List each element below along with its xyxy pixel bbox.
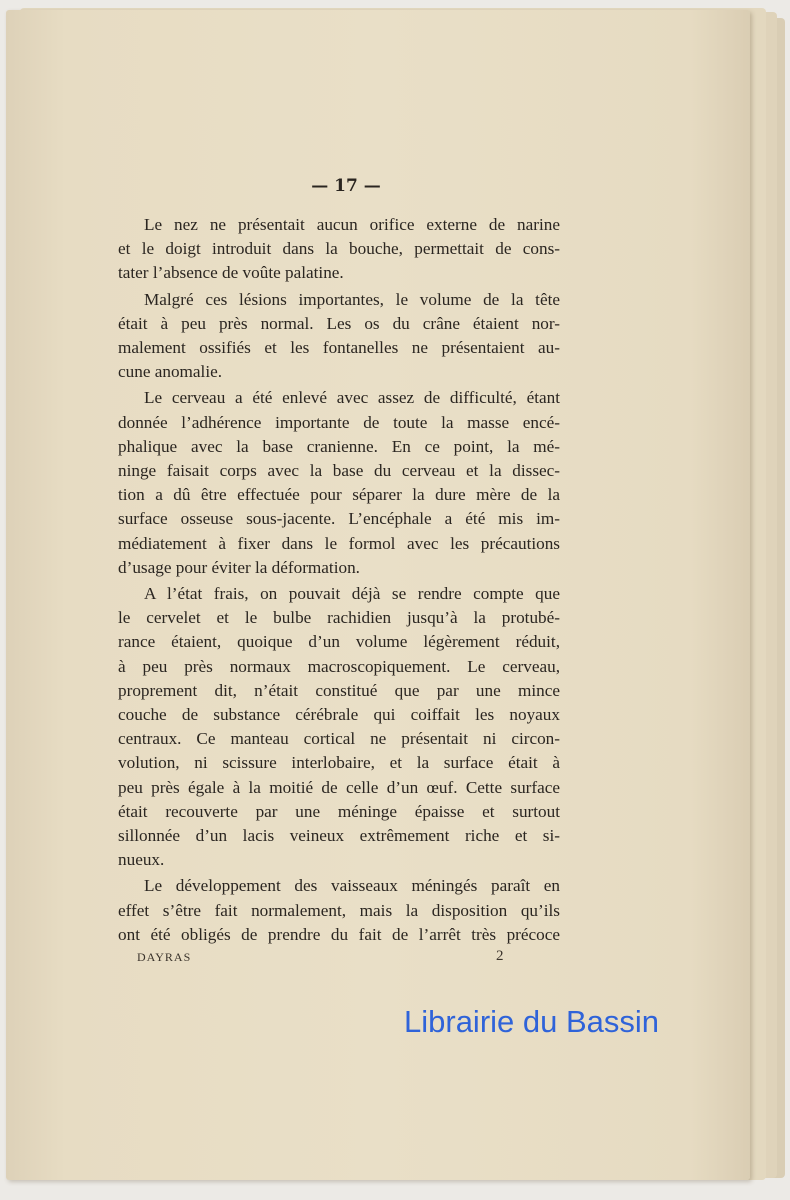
- text-line: effet s’être fait normalement, mais la disposition qu’ils: [118, 900, 560, 920]
- text-line: donnée l’adhérence importante de toute la masse encé-: [118, 412, 560, 432]
- text-line: ont été obligés de prendre du fait de l’arrêt très précoce: [118, 924, 560, 944]
- text-line: malement ossifiés et les fontanelles ne présentaient au-: [118, 338, 560, 358]
- text-line: à peu près normaux macroscopiquement. Le cerveau,: [118, 656, 560, 676]
- text-line: Malgré ces lésions importantes, le volume de la tête: [144, 289, 560, 309]
- text-line: le cervelet et le bulbe rachidien jusqu’à la protubé-: [118, 608, 560, 628]
- text-line: volution, ni scissure interlobaire, et la surface était à: [118, 753, 560, 773]
- text-line: et le doigt introduit dans la bouche, permettait de cons-: [118, 239, 560, 259]
- text-line: cune anomalie.: [118, 362, 223, 382]
- text-line: centraux. Ce manteau cortical ne présentait ni circon-: [118, 729, 560, 749]
- text-line: peu près égale à la moitié de celle d’un œuf. Cette surface: [118, 777, 560, 797]
- footer-sheet-number: 2: [496, 948, 504, 964]
- text-line: médiatement à fixer dans le formol avec les précautions: [118, 533, 560, 553]
- text-line: ninge faisait corps avec la base du cerveau et la dissec-: [118, 461, 560, 481]
- text-line: était recouverte par une méninge épaisse et surtout: [118, 801, 560, 821]
- text-line: A l’état frais, on pouvait déjà se rendre compte que: [144, 584, 560, 604]
- text-line: Le nez ne présentait aucun orifice externe de narine: [144, 215, 560, 234]
- text-line: nueux.: [118, 850, 165, 870]
- footer-author-signature: DAYRAS: [137, 950, 192, 964]
- text-line: Le cerveau a été enlevé avec assez de difficulté, étant: [144, 388, 560, 408]
- text-line: d’usage pour éviter la déformation.: [118, 557, 360, 577]
- text-line: sillonnée d’un lacis veineux extrêmement riche et si-: [118, 826, 560, 846]
- text-line: tion a dû être effectuée pour séparer la dure mère de la: [118, 485, 560, 505]
- text-line: couche de substance cérébrale qui coiffait les noyaux: [118, 705, 560, 725]
- body-text: [118, 213, 560, 947]
- text-line: surface osseuse sous-jacente. L’encéphale a été mis im-: [118, 509, 560, 529]
- text-line: proprement dit, n’était constitué que par une mince: [118, 680, 560, 700]
- page-number: — 17 —: [311, 176, 381, 196]
- text-line: tater l’absence de voûte palatine.: [118, 263, 344, 283]
- text-line: phalique avec la base cranienne. En ce point, la mé-: [118, 436, 560, 456]
- text-line: était à peu près normal. Les os du crâne étaient nor-: [118, 313, 560, 333]
- text-line: rance étaient, quoique d’un volume légèrement réduit,: [118, 632, 560, 652]
- text-line: Le développement des vaisseaux méningés paraît en: [144, 876, 560, 896]
- watermark-text: Librairie du Bassin: [404, 1004, 660, 1039]
